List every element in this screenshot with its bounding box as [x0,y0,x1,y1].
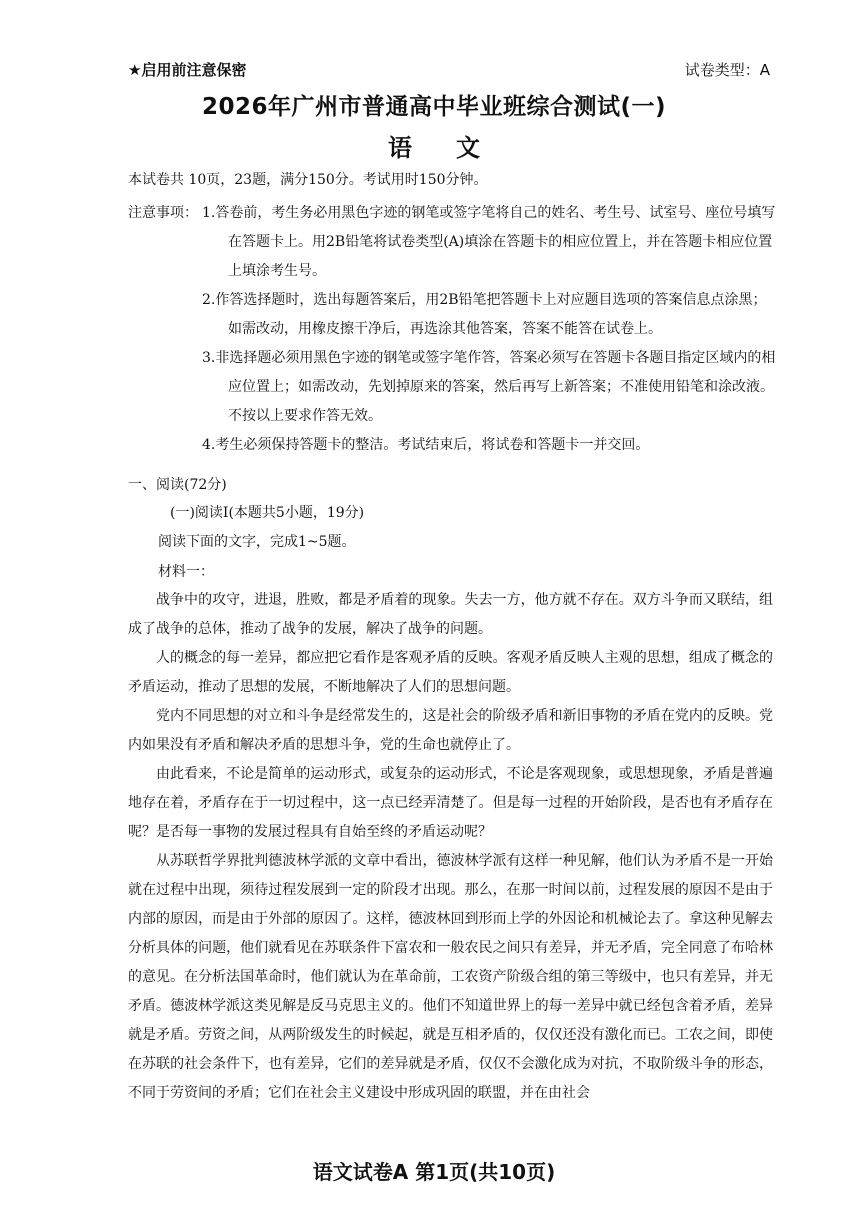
header-bar [128,58,770,80]
subject-title: 语文 [388,134,524,162]
passage-paragraph: 从苏联哲学界批判德波林学派的文章中看出，德波林学派有这样一种见解，他们认为矛盾不是一开始就在过程中出现，须待过程发展到一定的阶段才出现。那么，在那一时间以前，过程发展的原因不是由于内部的原因，而是由于外部的原因了。这样，德波林回到形而上学的外因论和机械论去了。拿这种见解去分析具体的问题，他们就看见在苏联条件下富农和一般农民之间只有差异，并无矛盾，完全同意了布哈林的意见。在分析法国革命时，他们就认为在革命前，工农资产阶级合组的第三等级中，也只有差异，并无矛盾。德波林学派这类见解是反马克思主义的。他们不知道世界上的每一差异中就已经包含着矛盾，差异就是矛盾。劳资之间，从两阶级发生的时候起，就是互相矛盾的，仅仅还没有激化而已。工农之间，即使在苏联的社会条件下，也有差异，它们的差异就是矛盾，仅仅不会激化成为对抗，不取阶级斗争的形态，不同于劳资间的矛盾；它们在社会主义建设中形成巩固的联盟，并在由社会 [128,853,773,1101]
passage-paragraph: 战争中的攻守，进退，胜败，都是矛盾着的现象。失去一方，他方就不存在。双方斗争而又联结，组成了战争的总体，推动了战争的发展，解决了战争的问题。 [128,592,773,637]
note-item: 4.考生必须保持答题卡的整洁。考试结束后，将试卷和答题卡一并交回。 [202,437,650,453]
note-item: 3.非选择题必须用黑色字迹的钢笔或签字笔作答，答案必须写在答题卡各题目指定区域内的相应位置上；如需改动，先划掉原来的答案，然后再写上新答案；不准使用铅笔和涂改液。不按以上要求作答无效。 [202,350,776,424]
exam-title: 2026年广州市普通高中毕业班综合测试(一) [201,94,667,120]
passage-paragraph: 由此看来，不论是简单的运动形式，或复杂的运动形式，不论是客观现象，或思想现象，矛盾是普遍地存在着，矛盾存在于一切过程中，这一点已经弄清楚了。但是每一过程的开始阶段，是否也有矛盾存在呢？是否每一事物的发展过程具有自始至终的矛盾运动呢？ [128,766,773,840]
confidential-notice: ★启用前注意保密 [128,60,247,79]
material-label: 材料一： [158,564,214,580]
exam-info: 本试卷共 10页，23题，满分150分。考试用时150分钟。 [128,172,488,188]
passage-paragraph: 人的概念的每一差异，都应把它看作是客观矛盾的反映。客观矛盾反映人主观的思想，组成了概念的矛盾运动，推动了思想的发展，不断地解决了人们的思想问题。 [128,650,773,695]
subsection-heading: (一)阅读Ⅰ(本题共5小题，19分) [170,505,365,521]
section-heading: 一、阅读(72分) [128,477,227,493]
notes-label: 注意事项： [128,205,198,221]
page-footer: 语文试卷A 第1页(共10页) [312,1160,556,1184]
reading-passage [128,586,773,1108]
notes-block [128,199,776,460]
passage-paragraph: 党内不同思想的对立和斗争是经常发生的，这是社会的阶级矛盾和新旧事物的矛盾在党内的反映。党内如果没有矛盾和解决矛盾的思想斗争，党的生命也就停止了。 [128,708,773,753]
reading-instruction: 阅读下面的文字，完成1~5题。 [158,534,356,550]
note-item: 1.答卷前，考生务必用黑色字迹的钢笔或签字笔将自己的姓名、考生号、试室号、座位号填写在答题卡上。用2B铅笔将试卷类型(A)填涂在答题卡的相应位置上，并在答题卡相应位置上填涂考生号。 [202,205,776,279]
paper-type: 试卷类型：A [684,60,770,79]
note-item: 2.作答选择题时，选出每题答案后，用2B铅笔把答题卡上对应题目选项的答案信息点涂黑；如需改动，用橡皮擦干净后，再选涂其他答案，答案不能答在试卷上。 [202,292,767,337]
